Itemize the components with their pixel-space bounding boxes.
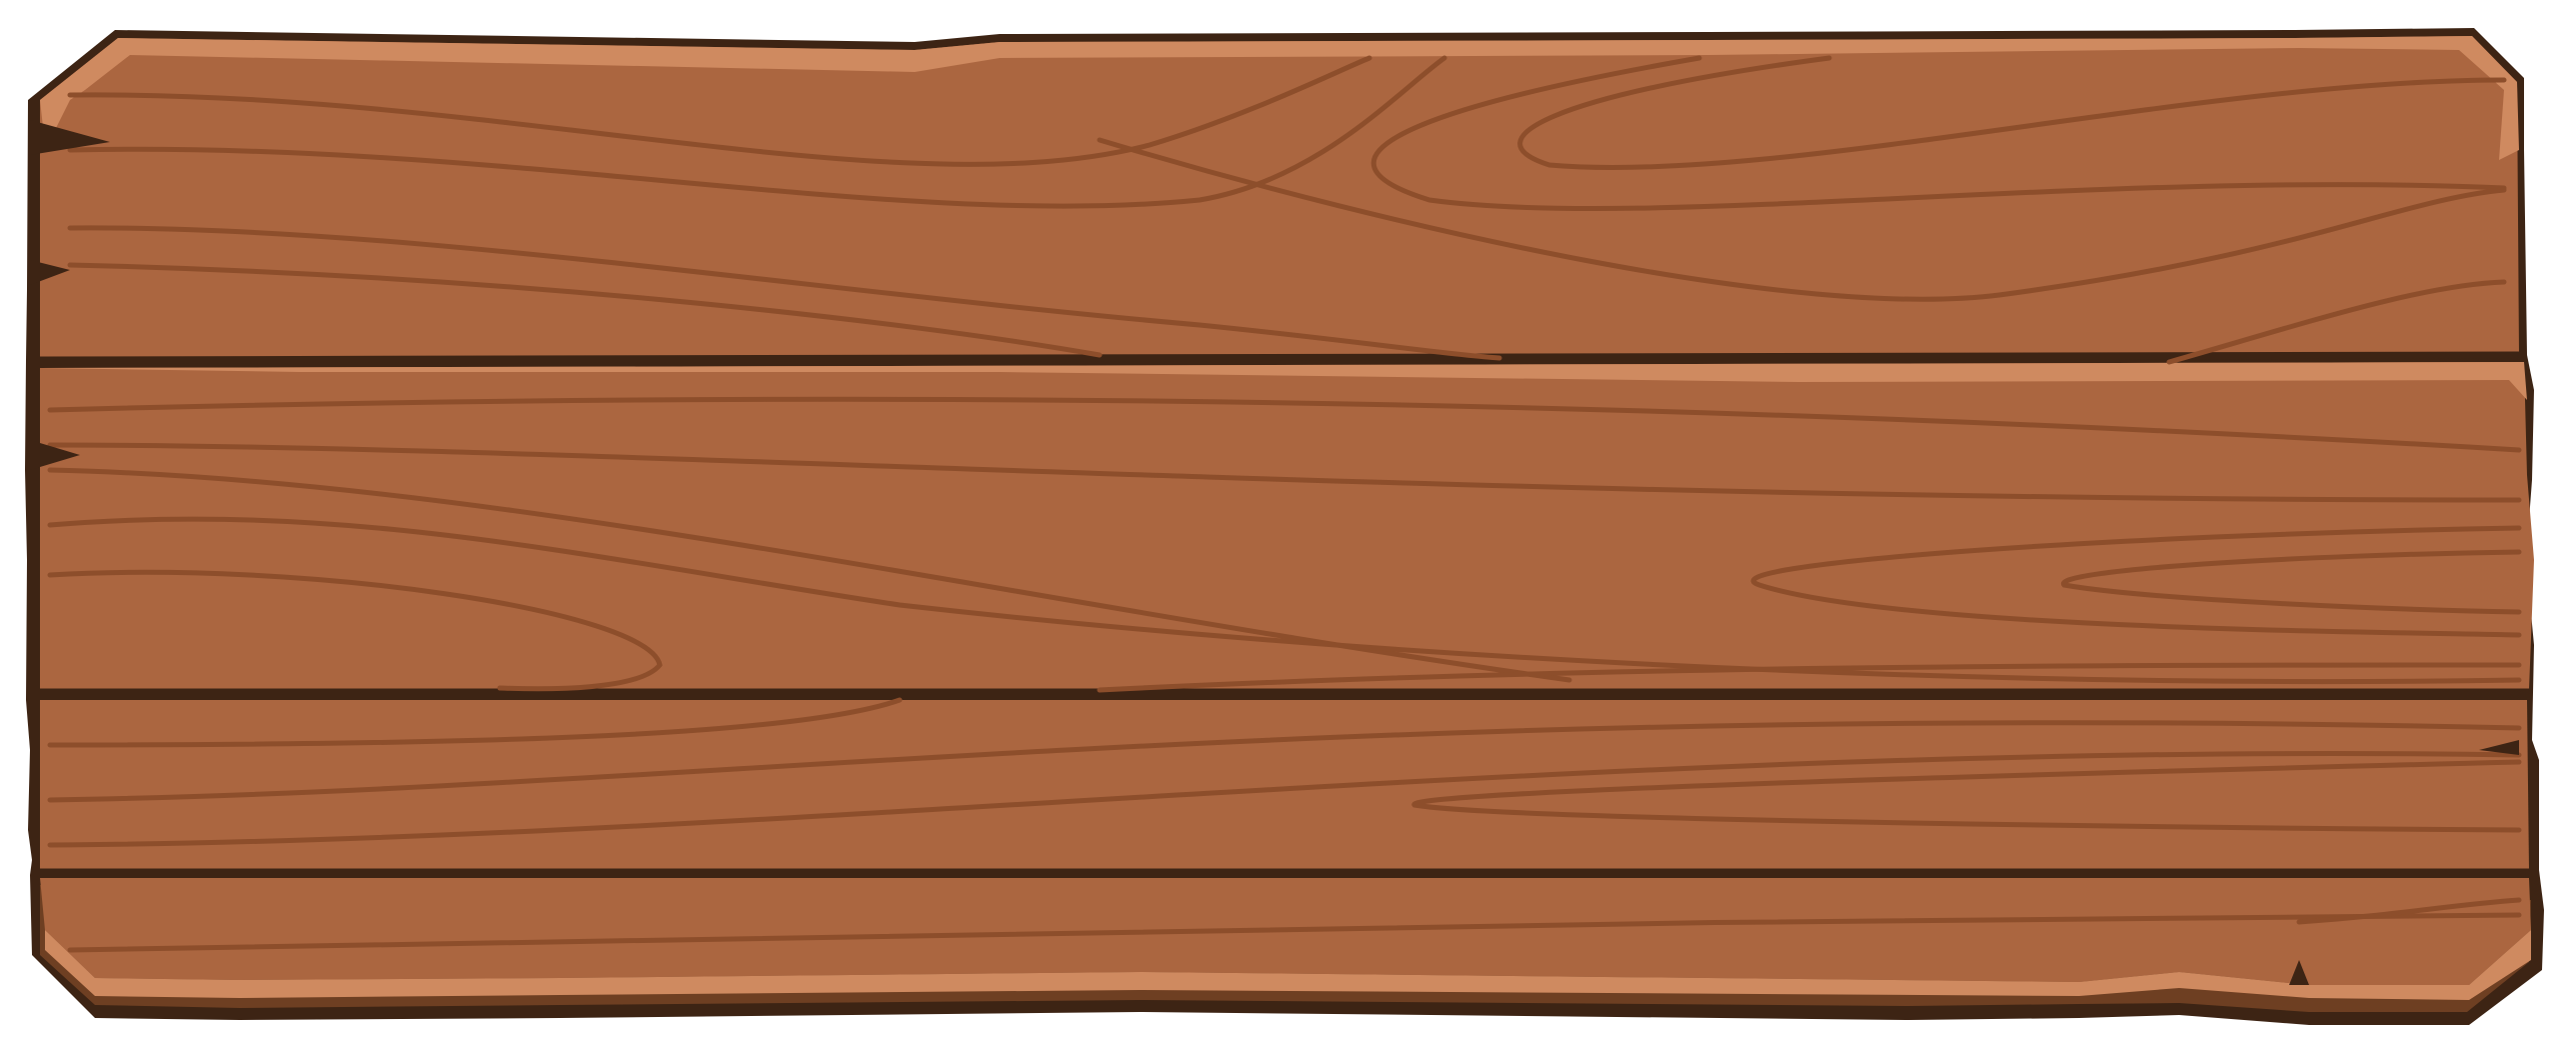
- plank-1: [40, 36, 2519, 360]
- plank-separator-1: [40, 355, 2519, 360]
